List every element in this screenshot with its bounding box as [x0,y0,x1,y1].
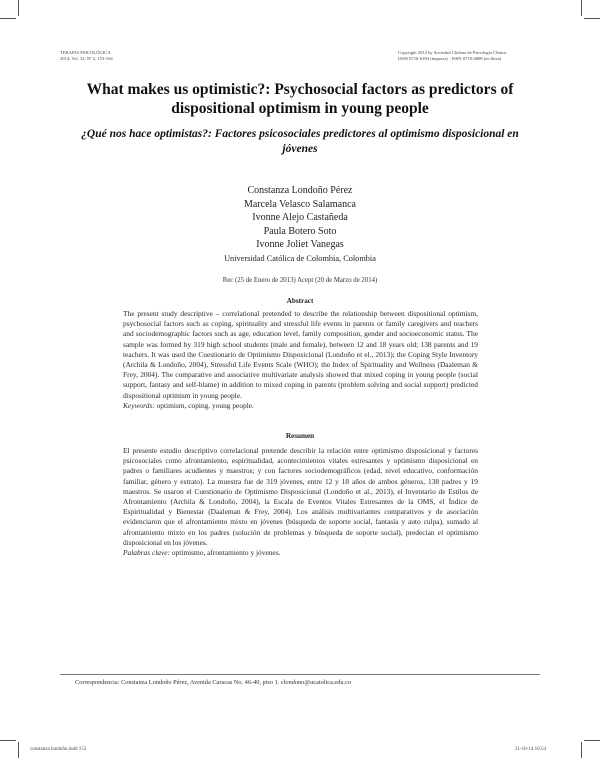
print-file-label: constanza londoño.indd 153 [30,747,87,752]
resumen-heading: Resumen [285,432,315,440]
crop-mark [581,0,582,16]
issn-line: ISSN 0716-6184 (impresa) · ISSN 0718-4808 (en línea) [398,56,502,61]
abstract-keywords [123,401,478,411]
abstract-section [123,309,478,411]
affiliation: Universidad Católica de Colombia, Colombia [224,253,376,263]
received-accepted-dates: Rec (25 de Enero de 2013) Acept (20 de Marzo de 2014) [222,277,378,284]
author-name: Paula Botero Soto [263,225,337,237]
crop-mark [0,18,16,19]
journal-volume: 2014, Vol. 32, Nº 2, 153-164 [60,56,113,61]
crop-mark [584,740,600,741]
author-name: Constanza Londoño Pérez [247,185,353,196]
copyright-line: Copyright 2014 by Sociedad Chilena de Psicología Clínica [398,50,507,55]
abstract-heading: Abstract [286,297,314,305]
crop-mark [18,742,19,758]
keywords-text: optimism, coping, young people. [154,400,254,410]
author-name: Marcela Velasco Salamanca [244,198,356,210]
journal-header [60,50,113,62]
abstract-body: The present study descriptive – correlational pretended to describe the relationship between dispositional optimism, psychosocial factors such as coping, spirituality and stressful life events in parents or family caregivers and teachers and sociodemographic factors such as age, education level, family composition, gender and socioeconomic status. The sample was formed by 319 high school students (male and female), between 12 and 18 years old; 138 parents and 19 teachers. It was used the Cuestionario de Optimismo Disposicional (Londoño et el., 2013); the Coping Style Inventory (Archila & Londoño, 2004), Stressful Life Events Scale (WHO); the Index of Spirituality and Wellness (Daaleman & Frey, 2004). The comparative and associative multivariate analysis showed that mixed coping in young people (social support, fantasy and self-blame) in addition to mixed coping in parents (problem solving and social support) predicted dispositional optimism in young people. [123,309,478,400]
resumen-body: El presente estudio descriptivo correlacional pretende describir la relación entre optimismo disposicional y factores psicosociales como afrontamiento, espiritualidad, acontecimientos vitales estresantes y optimismo disposicional en padres o familiares acudientes y maestros; y con factores sociodemográficos (edad, nivel educativo, conformación familiar, género y estrato). La muestra fue de 319 jóvenes, entre 12 y 18 años de ambos géneros, 138 padres y 19 maestros. Se usaron el Cuestionario de Optimismo Disposicional (Londoño et al., 2013), el Inventario de Estilos de Afrontamiento (Archila & Londoño, 2004), la Escala de Eventos Vitales Estresantes de la OMS, el Índice de Espiritualidad y Bienestar (Daaleman & Frey, 2004). Los análisis multivariantes comparativos y de asociación evidenciaron que el afrontamiento mixto en jóvenes (búsqueda de soporte social, fantasía y auto culpa), sumado al afrontamiento mixto en los padres (solución de problemas y búsqueda de soporte social), predecían el optimismo disposicional en los jóvenes. [123,446,478,547]
footnote-rule [60,674,540,675]
palabras-clave-text: optimismo, afrontamiento y jóvenes. [170,548,281,558]
journal-name: TERAPIA PSICOLÓGICA [60,50,111,55]
crop-mark [18,0,19,16]
crop-mark [0,740,16,741]
author-name: Ivonne Alejo Castañeda [252,212,348,223]
author-block [150,184,450,265]
keywords-label: Keywords: [123,400,155,410]
crop-mark [581,742,582,758]
paper-title: What makes us optimistic?: Psychosocial factors as predictors of dispositional optimism in young people [86,81,514,117]
author-name: Ivonne Joliet Vanegas [256,239,344,250]
copyright-header [398,50,506,62]
correspondence-note: Correspondencia: Constanza Londoño Pérez, Avenida Caracas No. 46-40, piso 1. clondono@ucatolica.edu.co [75,679,352,686]
resumen-section [123,446,478,558]
crop-mark [584,18,600,19]
print-timestamp: 21-10-14 10:54 [515,747,546,752]
paper-subtitle: ¿Qué nos hace optimistas?: Factores psicosociales predictores al optimismo disposicional en jóvenes [81,128,519,155]
palabras-clave-label: Palabras clave: [123,548,170,558]
resumen-keywords [123,548,478,558]
